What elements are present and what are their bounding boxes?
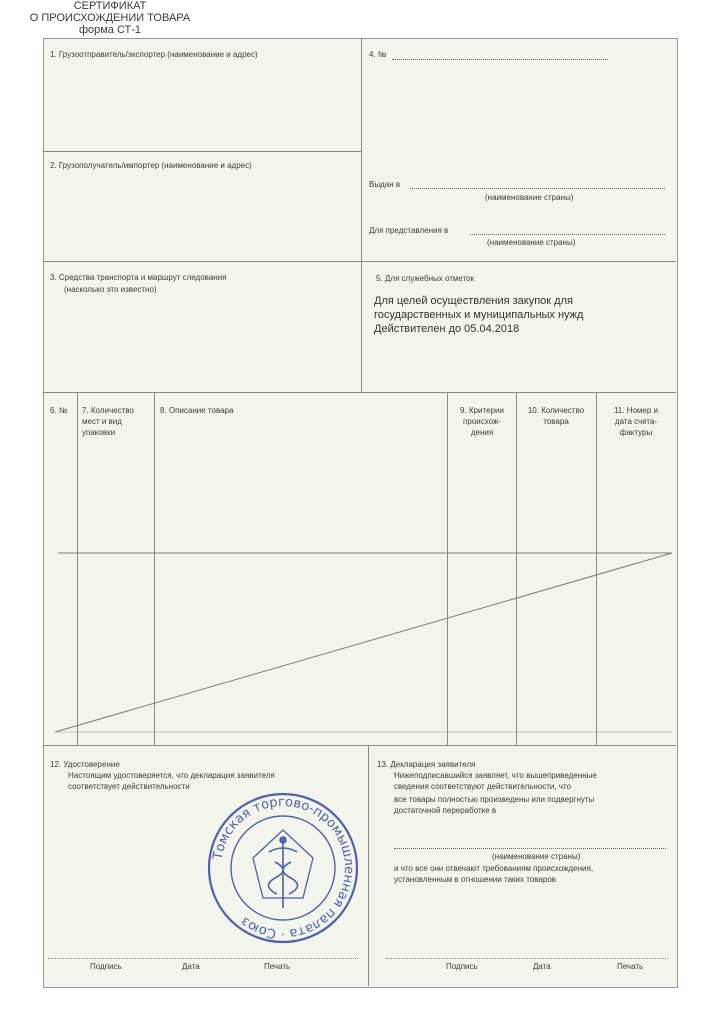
box13-text-line2: сведения соответствуют действительности, что bbox=[394, 782, 572, 791]
box13-signature-label: Подпись bbox=[446, 962, 478, 971]
box13-text-line5: и что все они отвечают требованиям происхождения, bbox=[394, 864, 594, 873]
box13-text-line3: все товары полностью произведены или подвергнуты bbox=[394, 795, 595, 804]
column-header-invoice-1: 11. Номер и bbox=[613, 406, 659, 415]
box13-label: 13. Декларация заявителя bbox=[377, 760, 476, 769]
column-header-description: 8. Описание товара bbox=[160, 406, 234, 415]
certificate-title: СЕРТИФИКАТ bbox=[73, 0, 147, 12]
service-note-validity: Действителен до 05.04.2018 bbox=[374, 323, 520, 335]
column-header-quantity-2: товара bbox=[543, 417, 569, 426]
certificate-number-field[interactable] bbox=[392, 59, 608, 60]
box13-text-line6: установленным в отношении таких товаров bbox=[394, 875, 557, 884]
column-header-number: 6. № bbox=[50, 406, 68, 415]
column-header-packages-3: упаковки bbox=[82, 428, 116, 437]
box12-signature-line[interactable] bbox=[48, 958, 358, 959]
column-header-origin-1: 9. Критерии bbox=[460, 406, 504, 415]
presented-in-hint: (наименование страны) bbox=[487, 238, 576, 247]
box13-date-label: Дата bbox=[533, 962, 551, 971]
column-header-invoice-2: дата счета- bbox=[614, 417, 658, 426]
column-header-origin-2: происхож- bbox=[463, 417, 501, 426]
column-header-invoice-3: фактуры bbox=[619, 428, 653, 437]
certificate-form-name: форма СТ-1 bbox=[78, 24, 142, 36]
certificate-number-label: 4. № bbox=[369, 50, 387, 59]
column-header-packages-1: 7. Количество bbox=[82, 406, 134, 415]
box1-label: 1. Грузоотправитель/экспортер (наименование и адрес) bbox=[50, 50, 258, 59]
box13-seal-label: Печать bbox=[617, 962, 644, 971]
box13-text-line1: Нижеподписавшийся заявляет, что вышеприведенные bbox=[394, 771, 597, 780]
service-note-line2: государственных и муниципальных нужд bbox=[374, 309, 584, 321]
box2-label: 2. Грузополучатель/импортер (наименование и адрес) bbox=[50, 161, 252, 170]
service-note-line1: Для целей осуществления закупок для bbox=[374, 295, 573, 307]
box3-label-note: (насколько это известно) bbox=[64, 285, 157, 294]
box3-label: 3. Средства транспорта и маршрут следования bbox=[50, 273, 227, 282]
box13-country-field[interactable] bbox=[394, 848, 666, 849]
box5-label: 5. Для служебных отметок bbox=[376, 274, 475, 283]
box12-text-line2: соответствует действительности bbox=[68, 782, 190, 791]
box13-signature-line[interactable] bbox=[386, 958, 668, 959]
box12-seal-label: Печать bbox=[264, 962, 291, 971]
strike-diagonal-line bbox=[55, 553, 672, 732]
stamp-text: Томская торгово-промышленная палата · Союз bbox=[210, 794, 357, 942]
issued-in-field[interactable] bbox=[410, 188, 665, 189]
box12-signature-label: Подпись bbox=[90, 962, 122, 971]
chamber-stamp bbox=[205, 790, 361, 946]
issued-in-hint: (наименование страны) bbox=[485, 193, 574, 202]
certificate-subtitle: О ПРОИСХОЖДЕНИИ ТОВАРА bbox=[29, 12, 191, 24]
column-header-quantity-1: 10. Количество bbox=[527, 406, 585, 415]
presented-in-label: Для представления в bbox=[369, 226, 449, 235]
box12-label: 12. Удостоверение bbox=[50, 760, 120, 769]
column-header-origin-3: дения bbox=[470, 428, 494, 437]
caduceus-emblem-icon bbox=[253, 830, 313, 908]
box12-date-label: Дата bbox=[182, 962, 200, 971]
column-header-packages-2: мест и вид bbox=[82, 417, 122, 426]
presented-in-field[interactable] bbox=[470, 234, 665, 235]
box13-text-line4: достаточной переработке в bbox=[394, 806, 497, 815]
box12-text-line1: Настоящим удостоверяется, что декларация заявителя bbox=[68, 771, 275, 780]
box13-country-hint: (наименование страны) bbox=[492, 852, 581, 861]
issued-in-label: Выдан в bbox=[369, 180, 401, 189]
